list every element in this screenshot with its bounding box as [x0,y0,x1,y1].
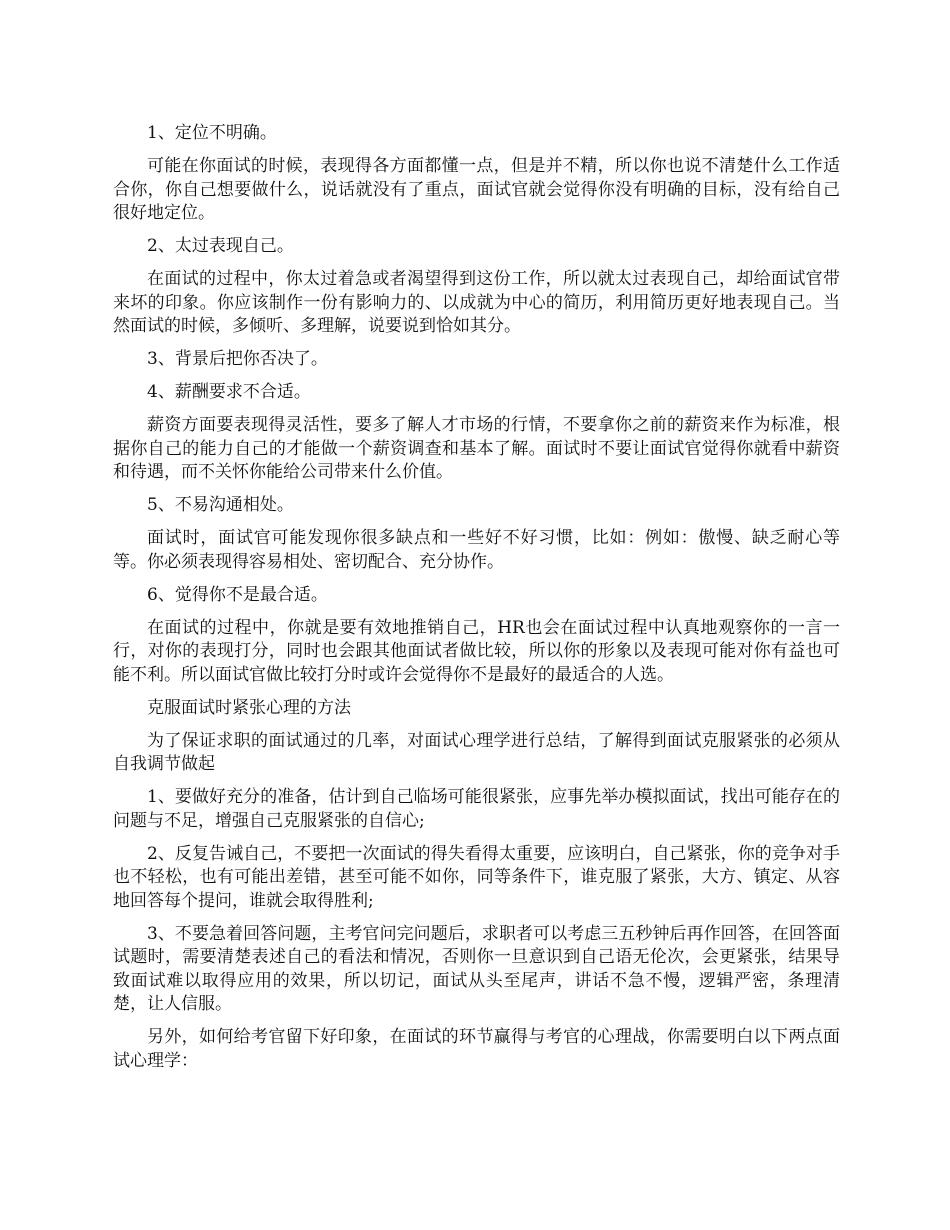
heading-not-best-fit: 6、觉得你不是最合适。 [147,584,328,605]
tip-item: 1、要做好充分的准备，估计到自己临场可能很紧张，应事先举办模拟面试，找出可能存在的问题与不足，增强自己克服紧张的自信心; [113,787,840,831]
tip-item: 2、反复告诫自己，不要把一次面试的得失看得太重要，应该明白，自己紧张，你的竞争对手也不轻松，也有可能出差错，甚至可能不如你，同等条件下，谁克服了紧张，大方、镇定、从容地回答每个提问，谁就会取得胜利; [113,843,840,911]
document-body [113,122,840,1083]
paragraph: 为了保证求职的面试通过的几率，对面试心理学进行总结，了解得到面试克服紧张的必须从自我调节做起 [113,730,840,774]
paragraph: 可能在你面试的时候，表现得各方面都懂一点，但是并不精，所以你也说不清楚什么工作适合你，你自己想要做什么，说话就没有了重点，面试官就会觉得你没有明确的目标，没有给自己很好地定位。 [113,156,840,223]
paragraph: 在面试的过程中，你太过着急或者渴望得到这份工作，所以就太过表现自己，却给面试官带来坏的印象。你应该制作一份有影响力的、以成就为中心的简历，利用简历更好地表现自己。当然面试的时候，多倾听、多理解，说要说到恰如其分。 [113,269,840,336]
paragraph: 面试时，面试官可能发现你很多缺点和一些好不好习惯，比如：例如：傲慢、缺乏耐心等等。你必须表现得容易相处、密切配合、充分协作。 [113,528,840,572]
tip-item: 3、不要急着回答问题，主考官问完问题后，求职者可以考虑三五秒钟后再作回答，在回答面试题时，需要清楚表述自己的看法和情况，否则你一旦意识到自己语无伦次，会更紧张，结果导致面试难以取得应用的效果，所以切记，面试从头至尾声，讲话不急不慢，逻辑严密，条理清楚，让人信服。 [113,923,840,1014]
heading-positioning: 1、定位不明确。 [147,123,277,143]
heading-communication: 5、不易沟通相处。 [147,495,294,515]
paragraph: 另外，如何给考官留下好印象，在面试的环节赢得与考官的心理战，你需要明白以下两点面试心理学： [113,1027,840,1071]
section-title-overcome-nervousness: 克服面试时紧张心理的方法 [147,697,351,718]
heading-background: 3、背景后把你否决了。 [147,349,328,369]
heading-overacting: 2、太过表现自己。 [147,236,294,256]
paragraph: 薪资方面要表现得灵活性，要多了解人才市场的行情，不要拿你之前的薪资来作为标准，根据你自己的能力自己的才能做一个薪资调查和基本了解。面试时不要让面试官觉得你就看中薪资和待遇，而不关怀你能给公司带来什么价值。 [113,415,840,482]
heading-salary: 4、薪酬要求不合适。 [147,382,311,402]
paragraph: 在面试的过程中，你就是要有效地推销自己，HR也会在面试过程中认真地观察你的一言一行，对你的表现打分，同时也会跟其他面试者做比较，所以你的形象以及表现可能对你有益也可能不利。所以面试官做比较打分时或许会觉得你不是最好的最适合的人选。 [113,617,840,685]
